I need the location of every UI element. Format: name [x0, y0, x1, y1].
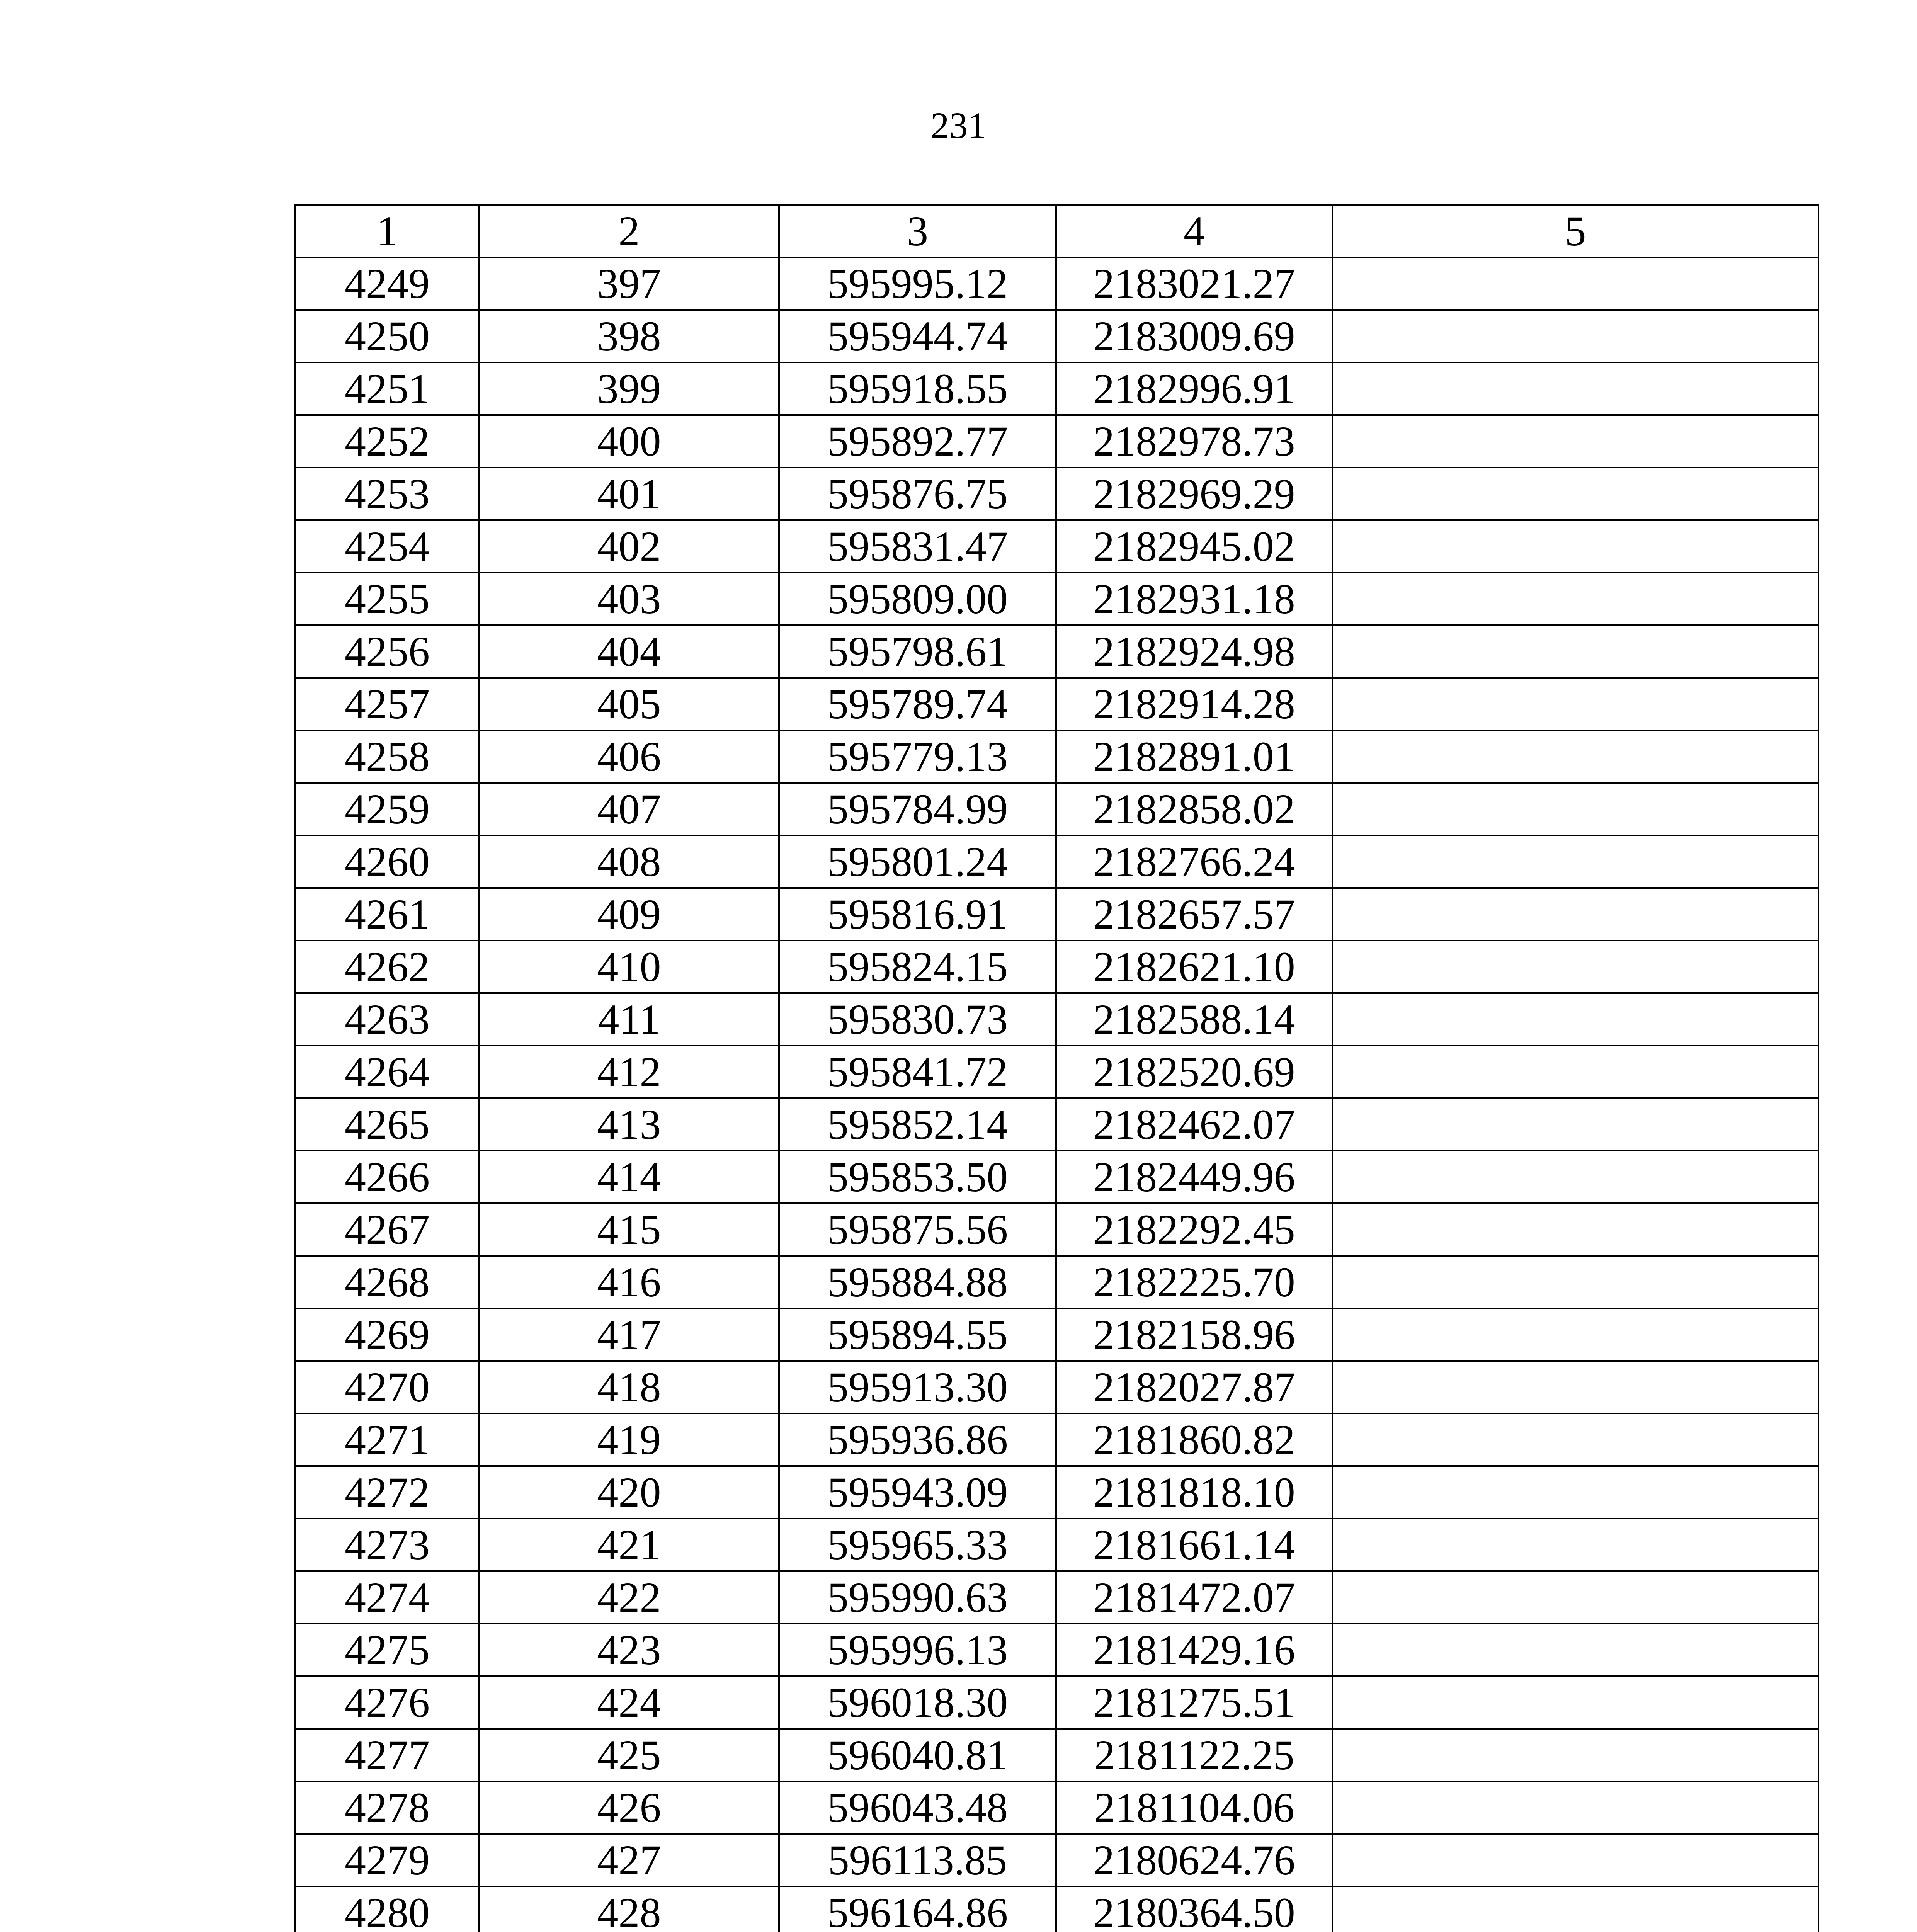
table-cell: 595943.09 — [779, 1466, 1056, 1519]
table-header-row — [295, 205, 1818, 257]
table-cell: 403 — [479, 573, 779, 625]
table-row — [295, 835, 1818, 888]
table-cell — [1332, 1571, 1818, 1624]
table-row — [295, 362, 1818, 415]
table-cell: 2182978.73 — [1056, 415, 1332, 468]
table-cell: 595936.86 — [779, 1413, 1056, 1466]
table-row — [295, 1361, 1818, 1413]
table-cell: 4257 — [295, 678, 479, 730]
table-cell: 2182924.98 — [1056, 625, 1332, 678]
table-cell — [1332, 1729, 1818, 1781]
coordinates-table — [294, 204, 1819, 1932]
table-cell: 410 — [479, 940, 779, 993]
table-cell: 2182914.28 — [1056, 678, 1332, 730]
table-cell: 2182027.87 — [1056, 1361, 1332, 1413]
table-cell: 2182225.70 — [1056, 1256, 1332, 1308]
page-number: 231 — [930, 105, 987, 146]
table-cell: 596113.85 — [779, 1834, 1056, 1886]
table-cell: 2181429.16 — [1056, 1624, 1332, 1676]
table-cell — [1332, 993, 1818, 1046]
table-row — [295, 1413, 1818, 1466]
table-cell: 409 — [479, 888, 779, 940]
table-cell: 404 — [479, 625, 779, 678]
table-cell: 428 — [479, 1886, 779, 1932]
table-cell — [1332, 1466, 1818, 1519]
table-cell: 2181661.14 — [1056, 1519, 1332, 1571]
table-row — [295, 310, 1818, 362]
table-cell — [1332, 940, 1818, 993]
table-row — [295, 625, 1818, 678]
table-cell: 595876.75 — [779, 468, 1056, 520]
table-cell — [1332, 1676, 1818, 1729]
column-header: 3 — [779, 205, 1056, 257]
table-cell: 4279 — [295, 1834, 479, 1886]
table-cell: 413 — [479, 1098, 779, 1151]
table-cell: 4261 — [295, 888, 479, 940]
table-cell: 4273 — [295, 1519, 479, 1571]
table-cell: 595852.14 — [779, 1098, 1056, 1151]
table-cell: 595913.30 — [779, 1361, 1056, 1413]
table-cell: 4252 — [295, 415, 479, 468]
table-cell: 595841.72 — [779, 1046, 1056, 1098]
table-cell — [1332, 1519, 1818, 1571]
table-row — [295, 1571, 1818, 1624]
column-header: 5 — [1332, 205, 1818, 257]
table-cell: 2183009.69 — [1056, 310, 1332, 362]
table-cell: 4274 — [295, 1571, 479, 1624]
table-cell: 2182449.96 — [1056, 1151, 1332, 1203]
table-cell: 595965.33 — [779, 1519, 1056, 1571]
table-cell: 4278 — [295, 1781, 479, 1834]
table-cell: 4270 — [295, 1361, 479, 1413]
table-cell: 402 — [479, 520, 779, 573]
table-cell: 2181104.06 — [1056, 1781, 1332, 1834]
table-row — [295, 415, 1818, 468]
table-cell: 595990.63 — [779, 1571, 1056, 1624]
table-cell: 595801.24 — [779, 835, 1056, 888]
table-cell: 595831.47 — [779, 520, 1056, 573]
table-cell: 595996.13 — [779, 1624, 1056, 1676]
table-cell: 4271 — [295, 1413, 479, 1466]
table-row — [295, 1624, 1818, 1676]
table-cell: 412 — [479, 1046, 779, 1098]
table-cell — [1332, 362, 1818, 415]
table-row — [295, 783, 1818, 835]
table-cell — [1332, 1624, 1818, 1676]
table-cell: 2182621.10 — [1056, 940, 1332, 993]
table-cell: 595830.73 — [779, 993, 1056, 1046]
table-cell: 4280 — [295, 1886, 479, 1932]
table-cell — [1332, 625, 1818, 678]
table-cell: 420 — [479, 1466, 779, 1519]
table-cell: 595894.55 — [779, 1308, 1056, 1361]
table-cell: 2182969.29 — [1056, 468, 1332, 520]
table-cell: 401 — [479, 468, 779, 520]
table-cell: 596164.86 — [779, 1886, 1056, 1932]
table-row — [295, 468, 1818, 520]
table-cell: 2182520.69 — [1056, 1046, 1332, 1098]
table-cell: 399 — [479, 362, 779, 415]
table-cell — [1332, 520, 1818, 573]
column-header: 1 — [295, 205, 479, 257]
table-cell: 416 — [479, 1256, 779, 1308]
table-cell: 4255 — [295, 573, 479, 625]
table-cell: 4269 — [295, 1308, 479, 1361]
table-cell: 4250 — [295, 310, 479, 362]
table-cell: 4256 — [295, 625, 479, 678]
table-cell: 424 — [479, 1676, 779, 1729]
table-cell: 398 — [479, 310, 779, 362]
table-cell: 4262 — [295, 940, 479, 993]
table-cell: 2182931.18 — [1056, 573, 1332, 625]
table-cell: 596018.30 — [779, 1676, 1056, 1729]
table-row — [295, 1834, 1818, 1886]
table-cell: 4251 — [295, 362, 479, 415]
table-cell: 406 — [479, 730, 779, 783]
table-cell: 2181472.07 — [1056, 1571, 1332, 1624]
table-row — [295, 888, 1818, 940]
table-row — [295, 1098, 1818, 1151]
table-cell — [1332, 1834, 1818, 1886]
table-row — [295, 520, 1818, 573]
column-header: 2 — [479, 205, 779, 257]
table-cell: 4268 — [295, 1256, 479, 1308]
table-cell: 2181860.82 — [1056, 1413, 1332, 1466]
table-cell — [1332, 1256, 1818, 1308]
table-cell: 422 — [479, 1571, 779, 1624]
table-row — [295, 1203, 1818, 1256]
table-cell — [1332, 730, 1818, 783]
table-cell: 4267 — [295, 1203, 479, 1256]
table-row — [295, 1466, 1818, 1519]
table-row — [295, 1046, 1818, 1098]
table-cell: 4266 — [295, 1151, 479, 1203]
table-cell: 425 — [479, 1729, 779, 1781]
table-cell — [1332, 1886, 1818, 1932]
table-cell: 2182766.24 — [1056, 835, 1332, 888]
table-row — [295, 1886, 1818, 1932]
table-cell: 2182158.96 — [1056, 1308, 1332, 1361]
table-cell: 595784.99 — [779, 783, 1056, 835]
table-cell: 2182657.57 — [1056, 888, 1332, 940]
table-cell: 4253 — [295, 468, 479, 520]
table-cell — [1332, 1308, 1818, 1361]
table-cell — [1332, 835, 1818, 888]
table-cell — [1332, 468, 1818, 520]
table-row — [295, 1519, 1818, 1571]
table-cell — [1332, 257, 1818, 310]
table-cell: 415 — [479, 1203, 779, 1256]
table-cell: 595884.88 — [779, 1256, 1056, 1308]
table-cell: 2180364.50 — [1056, 1886, 1332, 1932]
table-cell: 4258 — [295, 730, 479, 783]
table-cell: 596043.48 — [779, 1781, 1056, 1834]
column-header: 4 — [1056, 205, 1332, 257]
table-cell — [1332, 1361, 1818, 1413]
table-cell: 595809.00 — [779, 573, 1056, 625]
table-cell: 4272 — [295, 1466, 479, 1519]
table-cell: 407 — [479, 783, 779, 835]
table-cell: 4275 — [295, 1624, 479, 1676]
table-row — [295, 573, 1818, 625]
table-cell: 4263 — [295, 993, 479, 1046]
table-cell: 2182462.07 — [1056, 1098, 1332, 1151]
table-row — [295, 1256, 1818, 1308]
table-cell: 595779.13 — [779, 730, 1056, 783]
table-cell: 2180624.76 — [1056, 1834, 1332, 1886]
table-row — [295, 940, 1818, 993]
table-cell: 4276 — [295, 1676, 479, 1729]
table-row — [295, 1676, 1818, 1729]
table-cell: 411 — [479, 993, 779, 1046]
table-cell: 400 — [479, 415, 779, 468]
table-row — [295, 1151, 1818, 1203]
table-cell: 4260 — [295, 835, 479, 888]
table-row — [295, 257, 1818, 310]
table-cell — [1332, 888, 1818, 940]
table-cell: 2182588.14 — [1056, 993, 1332, 1046]
table-cell: 595816.91 — [779, 888, 1056, 940]
table-cell: 595789.74 — [779, 678, 1056, 730]
table-cell: 2182292.45 — [1056, 1203, 1332, 1256]
table-cell: 421 — [479, 1519, 779, 1571]
table-cell: 2183021.27 — [1056, 257, 1332, 310]
table-cell: 595798.61 — [779, 625, 1056, 678]
table-row — [295, 730, 1818, 783]
table-cell: 423 — [479, 1624, 779, 1676]
table-cell: 595918.55 — [779, 362, 1056, 415]
table-row — [295, 678, 1818, 730]
table-cell: 2181275.51 — [1056, 1676, 1332, 1729]
table-cell: 2181122.25 — [1056, 1729, 1332, 1781]
table-cell: 427 — [479, 1834, 779, 1886]
table-cell: 2182945.02 — [1056, 520, 1332, 573]
table-cell: 2182891.01 — [1056, 730, 1332, 783]
table-cell — [1332, 310, 1818, 362]
table-cell — [1332, 1046, 1818, 1098]
table-body — [295, 257, 1818, 1932]
table-cell: 405 — [479, 678, 779, 730]
table-row — [295, 1308, 1818, 1361]
table-cell: 2181818.10 — [1056, 1466, 1332, 1519]
table-cell: 595875.56 — [779, 1203, 1056, 1256]
table-row — [295, 1729, 1818, 1781]
table-cell — [1332, 783, 1818, 835]
table-cell — [1332, 678, 1818, 730]
table-row — [295, 1781, 1818, 1834]
table-cell — [1332, 1151, 1818, 1203]
table-cell — [1332, 1781, 1818, 1834]
table-cell — [1332, 1098, 1818, 1151]
table-cell: 419 — [479, 1413, 779, 1466]
table-cell — [1332, 1413, 1818, 1466]
table-cell — [1332, 415, 1818, 468]
table-cell — [1332, 573, 1818, 625]
table-cell: 595824.15 — [779, 940, 1056, 993]
table-cell: 414 — [479, 1151, 779, 1203]
table-cell: 2182996.91 — [1056, 362, 1332, 415]
table-cell: 595853.50 — [779, 1151, 1056, 1203]
table-cell: 595995.12 — [779, 257, 1056, 310]
table-cell — [1332, 1203, 1818, 1256]
table-cell: 426 — [479, 1781, 779, 1834]
table-cell: 4254 — [295, 520, 479, 573]
table-cell: 4264 — [295, 1046, 479, 1098]
table-cell: 397 — [479, 257, 779, 310]
table-row — [295, 993, 1818, 1046]
table-cell: 2182858.02 — [1056, 783, 1332, 835]
table-cell: 595944.74 — [779, 310, 1056, 362]
table-cell: 418 — [479, 1361, 779, 1413]
table-cell: 4259 — [295, 783, 479, 835]
table-cell: 4265 — [295, 1098, 479, 1151]
table-cell: 4277 — [295, 1729, 479, 1781]
table-cell: 417 — [479, 1308, 779, 1361]
table-cell: 4249 — [295, 257, 479, 310]
table-cell: 595892.77 — [779, 415, 1056, 468]
table-cell: 408 — [479, 835, 779, 888]
table-cell: 596040.81 — [779, 1729, 1056, 1781]
